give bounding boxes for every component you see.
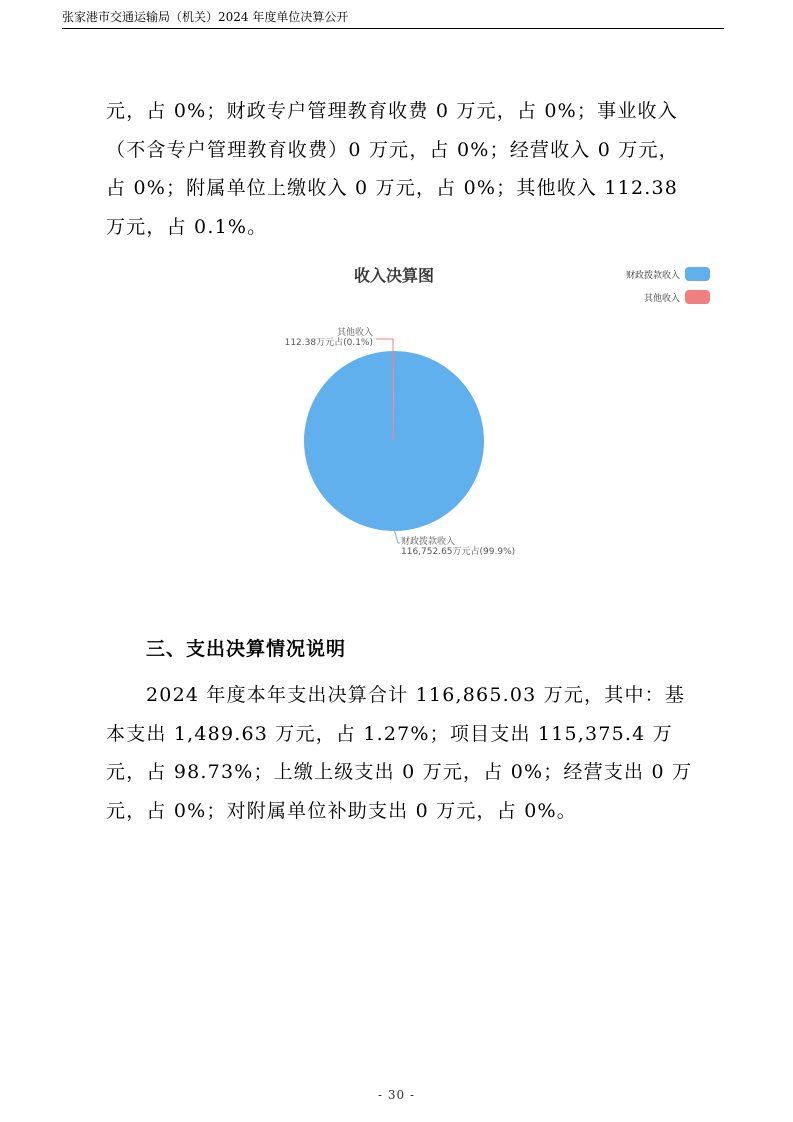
pie-chart-svg (270, 256, 730, 566)
page-header: 张家港市交通运输局（机关）2024 年度单位决算公开 (62, 10, 349, 24)
income-pie-chart (270, 256, 730, 566)
legend-label-main-income: 财政拨款收入 (625, 271, 680, 281)
page-number: - 30 - (377, 1088, 415, 1102)
slice-value-other-income: 112.38万元占(0.1%) (284, 338, 373, 348)
leader-line-main-income (394, 529, 400, 543)
chart-title: 收入决算图 (353, 266, 435, 285)
legend-label-other-income: 其他收入 (643, 294, 680, 304)
legend-swatch-other-income (685, 290, 710, 304)
header-divider (62, 28, 724, 29)
slice-name-main-income: 财政拨款收入 (401, 537, 456, 547)
section-title-expenditure: 三、支出决算情况说明 (146, 638, 347, 660)
expenditure-paragraph: 2024 年度本年支出决算合计 116,865.03 万元，其中：基本支出 1,489.63 万元，占 1.27%；项目支出 115,375.4 万元，占 98.73%；上缴上级支出 0 万元，占 0%；经营支出 0 万元，占 0%；对附属单位补助支出 0 万元，占 0%。 (106, 684, 693, 822)
slice-value-main-income: 116,752.65万元占(99.9%) (401, 547, 516, 557)
slice-name-other-income: 其他收入 (336, 328, 373, 338)
income-paragraph: 元，占 0%；财政专户管理教育收费 0 万元，占 0%；事业收入（不含专户管理教育收费）0 万元，占 0%；经营收入 0 万元，占 0%；附属单位上缴收入 0 万元，占 0%；其他收入 112.38 万元，占 0.1%。 (106, 100, 679, 238)
legend-swatch-main-income (685, 267, 710, 281)
